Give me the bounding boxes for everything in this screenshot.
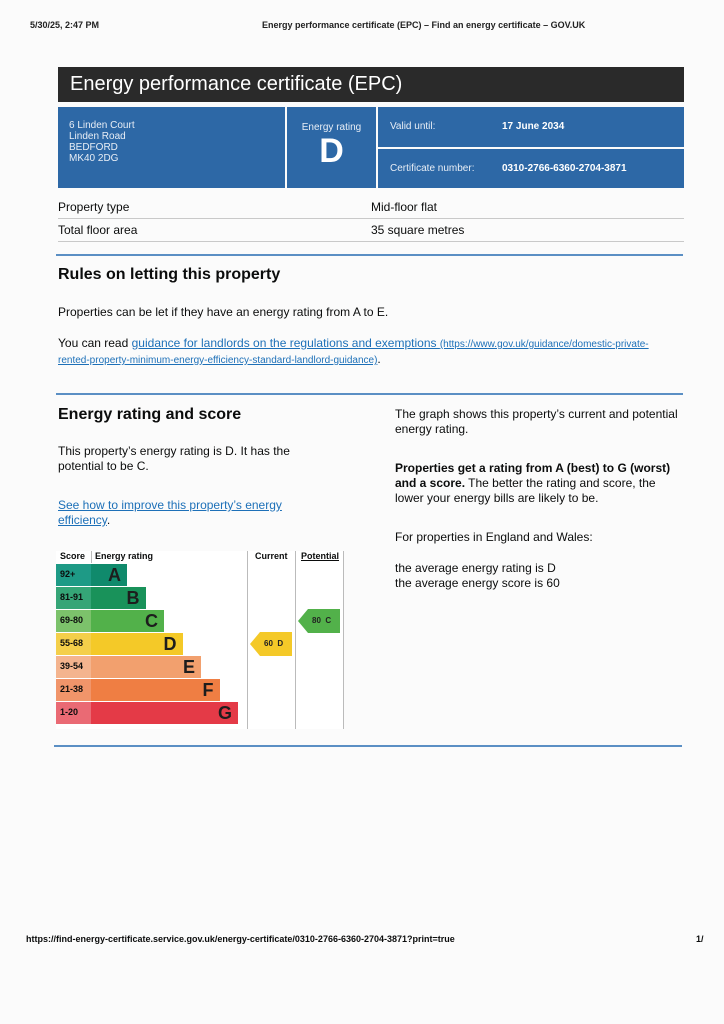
print-datetime: 5/30/25, 2:47 PM bbox=[30, 20, 100, 30]
potential-column-divider bbox=[295, 551, 296, 729]
chart-right-border bbox=[343, 551, 344, 729]
graph-description: The graph shows this property’s current and potential energy rating. bbox=[395, 407, 678, 436]
rating-explanation-bold: Properties get a rating from A (best) to G (worst) and a score. bbox=[395, 461, 671, 490]
band-letter: B bbox=[126, 588, 140, 608]
letting-guidance bbox=[58, 336, 668, 368]
address bbox=[58, 107, 285, 188]
potential-header: Potential bbox=[301, 551, 340, 561]
current-header: Current bbox=[255, 551, 288, 561]
print-page-title: Energy performance certificate (EPC) – Find an energy certificate – GOV.UK bbox=[262, 20, 586, 30]
band-bar-e bbox=[91, 656, 201, 678]
rating-summary: This property’s energy rating is D. It has the potential to be C. bbox=[58, 444, 290, 473]
floor-area-row bbox=[58, 219, 684, 242]
certificate-summary bbox=[58, 107, 684, 188]
improve-paragraph bbox=[58, 498, 308, 528]
england-wales-label: For properties in England and Wales: bbox=[395, 530, 593, 544]
footer-url: https://find-energy-certificate.service.gov.uk/energy-certificate/0310-2766-6360-2704-3871?print=true bbox=[26, 934, 455, 944]
band-bar-a bbox=[91, 564, 127, 586]
current-rating-arrow-label: 60 D bbox=[264, 639, 284, 648]
band-score-b: 81-91 bbox=[56, 587, 91, 609]
energy-rating-label: Energy rating bbox=[301, 122, 362, 133]
band-letter: G bbox=[217, 703, 232, 723]
valid-until bbox=[378, 107, 684, 147]
band-score-e: 39-54 bbox=[56, 656, 91, 678]
section-divider bbox=[54, 745, 682, 747]
property-type-row bbox=[58, 196, 684, 219]
valid-until-label: Valid until: bbox=[390, 121, 436, 132]
band-letter: A bbox=[108, 565, 121, 585]
energy-rating-box bbox=[287, 107, 376, 188]
certificate-title: Energy performance certificate (EPC) bbox=[58, 67, 684, 102]
band-score-d: 55-68 bbox=[56, 633, 91, 655]
band-letter: C bbox=[145, 611, 158, 631]
potential-rating-arrow bbox=[298, 609, 340, 633]
address-line: MK40 2DG bbox=[69, 153, 119, 164]
letting-heading: Rules on letting this property bbox=[58, 266, 281, 283]
address-line: Linden Road bbox=[69, 131, 126, 142]
band-letter: F bbox=[202, 680, 214, 700]
average-score: the average energy score is 60 bbox=[395, 576, 560, 590]
band-bar-f bbox=[91, 679, 220, 701]
band-letter: E bbox=[182, 657, 195, 677]
energy-rating-chart bbox=[56, 551, 344, 729]
suffix: . bbox=[377, 352, 381, 366]
score-header: Score bbox=[60, 551, 86, 561]
read-prefix: You can read bbox=[58, 336, 132, 350]
section-divider bbox=[56, 393, 683, 395]
letting-text: Properties can be let if they have an energy rating from A to E. bbox=[58, 305, 389, 319]
certificate-number-label: Certificate number: bbox=[390, 163, 475, 174]
footer-page: 1/ bbox=[696, 934, 704, 944]
property-type-value: Mid-floor flat bbox=[371, 200, 438, 214]
current-column-divider bbox=[247, 551, 248, 729]
band-letter: D bbox=[163, 634, 177, 654]
rating-header: Energy rating bbox=[95, 551, 154, 561]
suffix: . bbox=[106, 513, 111, 527]
floor-area-value: 35 square metres bbox=[371, 223, 465, 237]
band-bar-c bbox=[91, 610, 164, 632]
band-score-c: 69-80 bbox=[56, 610, 91, 632]
landlord-guidance-link[interactable]: guidance for landlords on the regulations and exemptions (https://www.gov.uk/guidance/domestic-private-rented-property-minimum-energy-efficiency-standard-landlord-guidance) bbox=[58, 336, 649, 366]
potential-rating-arrow-label: 80 C bbox=[312, 616, 332, 625]
average-rating: the average energy rating is D bbox=[395, 561, 556, 575]
energy-rating-value: D bbox=[319, 132, 344, 170]
rating-heading: Energy rating and score bbox=[58, 406, 242, 423]
rating-explanation-text: The better the rating and score, the lower your energy bills are likely to be. bbox=[395, 476, 656, 505]
rating-explanation bbox=[395, 461, 685, 506]
band-bar-d bbox=[91, 633, 183, 655]
band-score-g: 1-20 bbox=[56, 702, 91, 724]
current-rating-arrow bbox=[250, 632, 292, 656]
floor-area-label: Total floor area bbox=[58, 223, 138, 237]
band-bar-g bbox=[91, 702, 238, 724]
band-score-f: 21-38 bbox=[56, 679, 91, 701]
band-score-a: 92+ bbox=[56, 564, 91, 586]
valid-until-value: 17 June 2034 bbox=[502, 121, 565, 132]
address-line: 6 Linden Court bbox=[69, 120, 135, 131]
improve-efficiency-link[interactable]: See how to improve this property’s energy efficiency bbox=[58, 498, 282, 527]
band-bar-b bbox=[91, 587, 146, 609]
certificate-number bbox=[378, 149, 684, 188]
certificate-number-value: 0310-2766-6360-2704-3871 bbox=[502, 163, 627, 174]
section-divider bbox=[56, 254, 683, 256]
address-line: BEDFORD bbox=[69, 142, 118, 153]
header-divider bbox=[91, 551, 92, 563]
property-type-label: Property type bbox=[58, 200, 130, 214]
